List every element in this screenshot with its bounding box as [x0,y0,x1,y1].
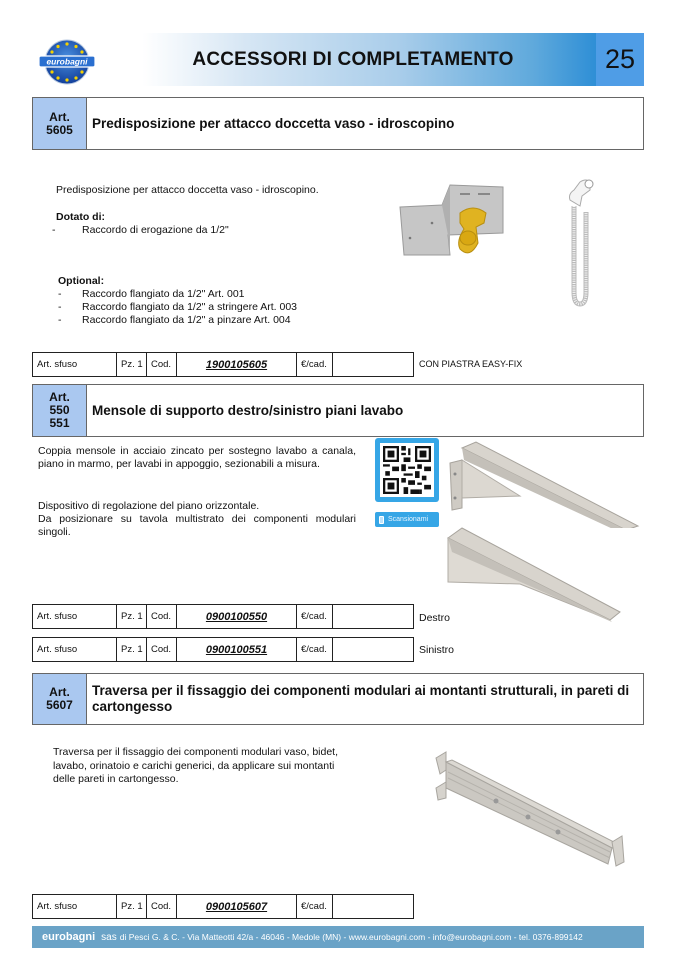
price-cell [333,605,413,628]
art-number: 550 [49,403,70,417]
order-row [32,637,414,662]
article-number-box [33,385,87,436]
page-title: ACCESSORI DI COMPLETAMENTO [192,48,514,70]
bracket-left-image [444,522,624,622]
cod-label: Cod. [147,605,177,628]
price-cell [333,353,413,376]
art-label: Art. [49,109,70,124]
art-number: 5605 [46,122,73,137]
footer-brand: eurobagni [42,931,96,943]
optional-item: - Raccordo flangiato da 1/2" a pinzare Art. 004 [58,314,291,326]
order-row [32,894,414,919]
bracket-right-image [440,438,640,528]
optional-item: - Raccordo flangiato da 1/2" Art. 001 [58,288,245,300]
mounting-plate-image [398,183,508,263]
scan-me-button[interactable]: Scansionami [375,512,439,527]
article-title: Mensole di supporto destro/sinistro piani lavabo [92,402,404,418]
row-note: Destro [419,612,450,624]
page-number: 25 [596,33,644,86]
article-description: Da posizionare su tavola multistrato dei componenti modulari singoli. [38,513,356,538]
unit-label: €/cad. [297,353,333,376]
unit-label: €/cad. [297,638,333,661]
art-sfuso-label: Art. sfuso [33,605,117,628]
row-note: CON PIASTRA EASY-FIX [419,359,523,369]
unit-label: €/cad. [297,895,333,918]
order-row [32,352,414,377]
dotato-item: - Raccordo di erogazione da 1/2" [52,224,229,236]
art-label: Art. [49,390,70,404]
crossbar-image [432,748,632,873]
product-code: 0900105607 [177,895,297,918]
optional-label: Optional: [58,275,105,287]
cod-label: Cod. [147,638,177,661]
footer-sas: sas [101,931,117,943]
article-header-5607 [32,673,644,725]
product-code: 0900100550 [177,605,297,628]
optional-item: - Raccordo flangiato da 1/2" a stringere Art. 003 [58,301,298,313]
art-number: 5607 [46,698,73,712]
pieces: Pz. 1 [117,638,147,661]
article-title: Traversa per il fissaggio dei componenti modulari ai montanti strutturali, in pareti di cartongesso [92,683,630,714]
article-header-550-551 [32,384,644,437]
product-code: 1900105605 [177,353,297,376]
qr-code[interactable] [375,438,439,502]
art-sfuso-label: Art. sfuso [33,895,117,918]
cod-label: Cod. [147,353,177,376]
art-label: Art. [49,685,70,699]
row-note: Sinistro [419,644,455,656]
article-description: Traversa per il fissaggio dei componenti modulari vaso, bidet, lavabo, orinatoio e carichi generici, da applicare sui montanti delle pareti in cartongesso. [53,746,339,785]
price-cell [333,895,413,918]
svg-text:eurobagni: eurobagni [46,56,88,67]
product-code: 0900100551 [177,638,297,661]
price-cell [333,638,413,661]
article-description: Coppia mensole in acciaio zincato per sostegno lavabo a canala, piano in marmo, per lavabi in appoggio, sezionabili a misura. [38,445,356,470]
dotato-label: Dotato di: [56,211,105,223]
article-description: Predisposizione per attacco doccetta vaso - idroscopino. [56,184,319,196]
art-number: 551 [49,416,70,430]
article-header-5605 [32,97,644,150]
page-footer [32,926,644,948]
qr-code-icon [383,446,431,494]
unit-label: €/cad. [297,605,333,628]
article-description: Dispositivo di regolazione del piano orizzontale. [38,500,260,512]
pieces: Pz. 1 [117,895,147,918]
pieces: Pz. 1 [117,605,147,628]
cod-label: Cod. [147,895,177,918]
art-sfuso-label: Art. sfuso [33,353,117,376]
order-row [32,604,414,629]
eurobagni-logo-icon [37,38,97,86]
phone-icon [379,516,384,524]
optional-list [58,288,297,327]
art-sfuso-label: Art. sfuso [33,638,117,661]
article-number-box [33,674,87,724]
footer-contact-info: di Pesci G. & C. - Via Matteotti 42/a - 46046 - Medole (MN) - www.eurobagni.com - info@eurobagni.com - tel. 0376-899142 [119,932,583,942]
bidet-shower-image [560,172,600,307]
pieces: Pz. 1 [117,353,147,376]
article-title: Predisposizione per attacco doccetta vaso - idroscopino [92,115,455,131]
article-number-box [33,98,87,149]
